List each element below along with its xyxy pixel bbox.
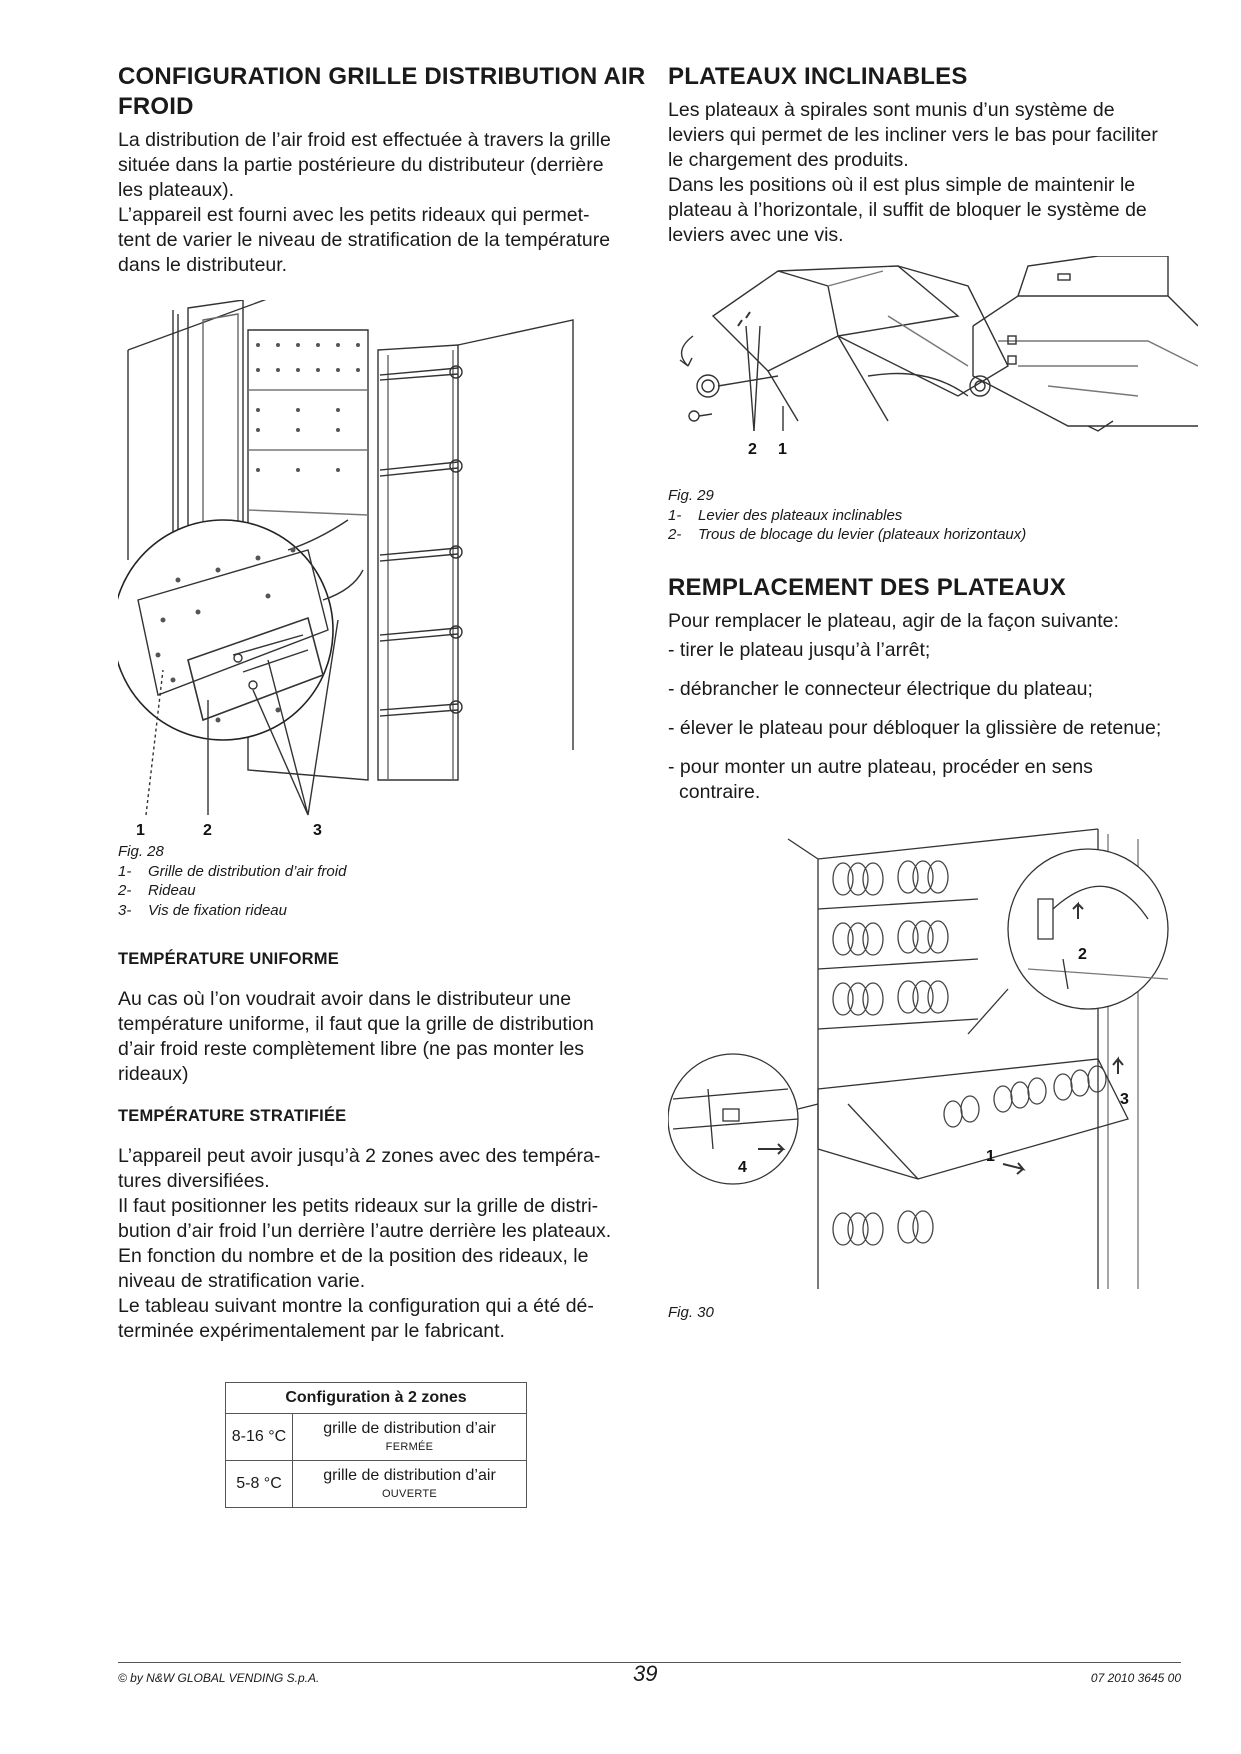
table-header-row <box>226 1383 527 1414</box>
figure-29 <box>668 256 1198 496</box>
body-line: rideaux) <box>118 1063 189 1085</box>
callout-label: 3 <box>1120 1090 1129 1108</box>
caption-item: 2- Rideau <box>118 882 196 899</box>
callout-label: 2 <box>203 822 212 839</box>
body-line: d’air froid reste complètement libre (ne pas monter les <box>118 1038 585 1060</box>
table-header: Configuration à 2 zones <box>226 1383 527 1414</box>
body-line: située dans la partie postérieure du distributeur (derrière <box>118 154 604 176</box>
table-cell-temp: 8-16 °C <box>226 1414 293 1461</box>
body-line: tures diversifiées. <box>118 1170 270 1192</box>
table-cell-state: OUVERTE <box>381 1488 438 1500</box>
config-table <box>225 1382 527 1508</box>
body-line: L’appareil peut avoir jusqu’à 2 zones avec des tempéra- <box>118 1145 601 1167</box>
subsection-title-uniform: TEMPÉRATURE UNIFORME <box>118 950 339 968</box>
fig28-callouts <box>136 822 322 839</box>
fig29-drawing <box>668 256 1198 496</box>
body-line: leviers qui permet de les incliner vers le bas pour faciliter <box>668 124 1158 146</box>
figure-30 <box>668 819 1198 1309</box>
table-cell-temp: 5-8 °C <box>226 1461 293 1508</box>
table-row <box>226 1461 527 1508</box>
body-line: Au cas où l’on voudrait avoir dans le distributeur une <box>118 988 572 1010</box>
table-cell-desc: grille de distribution d’air FERMÉE <box>293 1414 527 1461</box>
callout-label: 2 <box>748 441 757 458</box>
right-column <box>668 62 1198 1322</box>
section-title-air-grid: CONFIGURATION GRILLE DISTRIBUTION AIR FROID <box>118 63 646 120</box>
caption-item: 3- Vis de fixation rideau <box>118 901 287 919</box>
list-item: - élever le plateau pour débloquer la glissière de retenue; <box>668 716 1162 739</box>
page-footer <box>118 1661 1181 1686</box>
list-item: - pour monter un autre plateau, procéder en sens contraire. <box>668 755 1093 803</box>
body-line: le chargement des produits. <box>668 149 909 171</box>
callout-label: 3 <box>313 822 322 839</box>
callout-label: 1 <box>136 822 145 839</box>
section-replace-intro: Pour remplacer le plateau, agir de la façon suivante: <box>668 609 1119 632</box>
body-line: Il faut positionner les petits rideaux sur la grille de distri- <box>118 1195 599 1217</box>
body-line: En fonction du nombre et de la position des rideaux, le <box>118 1245 589 1267</box>
caption-item: 1- Grille de distribution d’air froid <box>118 862 347 880</box>
subsection-title-stratified: TEMPÉRATURE STRATIFIÉE <box>118 1107 347 1125</box>
caption-title: Fig. 28 <box>118 843 164 860</box>
fig28-drawing <box>118 300 648 860</box>
body-line: terminée expérimentalement par le fabricant. <box>118 1320 505 1342</box>
table-row <box>226 1414 527 1461</box>
footer-copyright: © by N&W GLOBAL VENDING S.p.A. <box>118 1671 320 1685</box>
footer-doc-code: 07 2010 3645 00 <box>1090 1671 1181 1685</box>
subsection-uniform-body <box>118 987 648 1087</box>
body-line: tent de varier le niveau de stratification de la température <box>118 229 611 251</box>
left-column <box>118 62 648 1508</box>
fig30-drawing <box>668 819 1198 1309</box>
table-cell-state: FERMÉE <box>385 1441 434 1453</box>
callout-label: 1 <box>986 1147 995 1165</box>
body-line: plateau à l’horizontale, il suffit de bloquer le système de <box>668 199 1147 221</box>
subsection-stratified-body <box>118 1144 648 1344</box>
body-line: dans le distributeur. <box>118 254 288 276</box>
body-line: niveau de stratification varie. <box>118 1270 366 1292</box>
body-line: les plateaux). <box>118 179 234 201</box>
caption-title: Fig. 29 <box>668 487 714 504</box>
list-item: - tirer le plateau jusqu’à l’arrêt; <box>668 638 931 661</box>
figure-28 <box>118 300 648 860</box>
body-line: leviers avec une vis. <box>668 224 844 246</box>
body-line: Le tableau suivant montre la configuration qui a été dé- <box>118 1295 594 1317</box>
body-line: L’appareil est fourni avec les petits rideaux qui permet- <box>118 204 590 226</box>
body-line: La distribution de l’air froid est effectuée à travers la grille <box>118 129 611 151</box>
section-tilting-body <box>668 98 1198 248</box>
fig30-caption: Fig. 30 <box>668 1303 714 1321</box>
page-number: 39 <box>633 1661 658 1686</box>
callout-label: 4 <box>738 1158 747 1176</box>
section-title-replace-trays: REMPLACEMENT DES PLATEAUX <box>668 573 1066 601</box>
body-line: Les plateaux à spirales sont munis d’un système de <box>668 99 1115 121</box>
list-item: - débrancher le connecteur électrique du plateau; <box>668 677 1093 700</box>
table-cell-desc: grille de distribution d’air OUVERTE <box>293 1461 527 1508</box>
caption-item: 2- Trous de blocage du levier (plateaux horizontaux) <box>668 526 1027 543</box>
callout-label: 1 <box>778 441 787 458</box>
caption-item: 1- Levier des plateaux inclinables <box>668 506 903 524</box>
body-line: Dans les positions où il est plus simple de maintenir le <box>668 174 1136 196</box>
body-line: bution d’air froid l’un derrière l’autre derrière les plateaux. <box>118 1220 612 1242</box>
section-title-tilting-trays: PLATEAUX INCLINABLES <box>668 63 968 90</box>
callout-label: 2 <box>1078 945 1087 963</box>
body-line: température uniforme, il faut que la grille de distribution <box>118 1013 594 1035</box>
section-air-grid-body <box>118 128 648 278</box>
